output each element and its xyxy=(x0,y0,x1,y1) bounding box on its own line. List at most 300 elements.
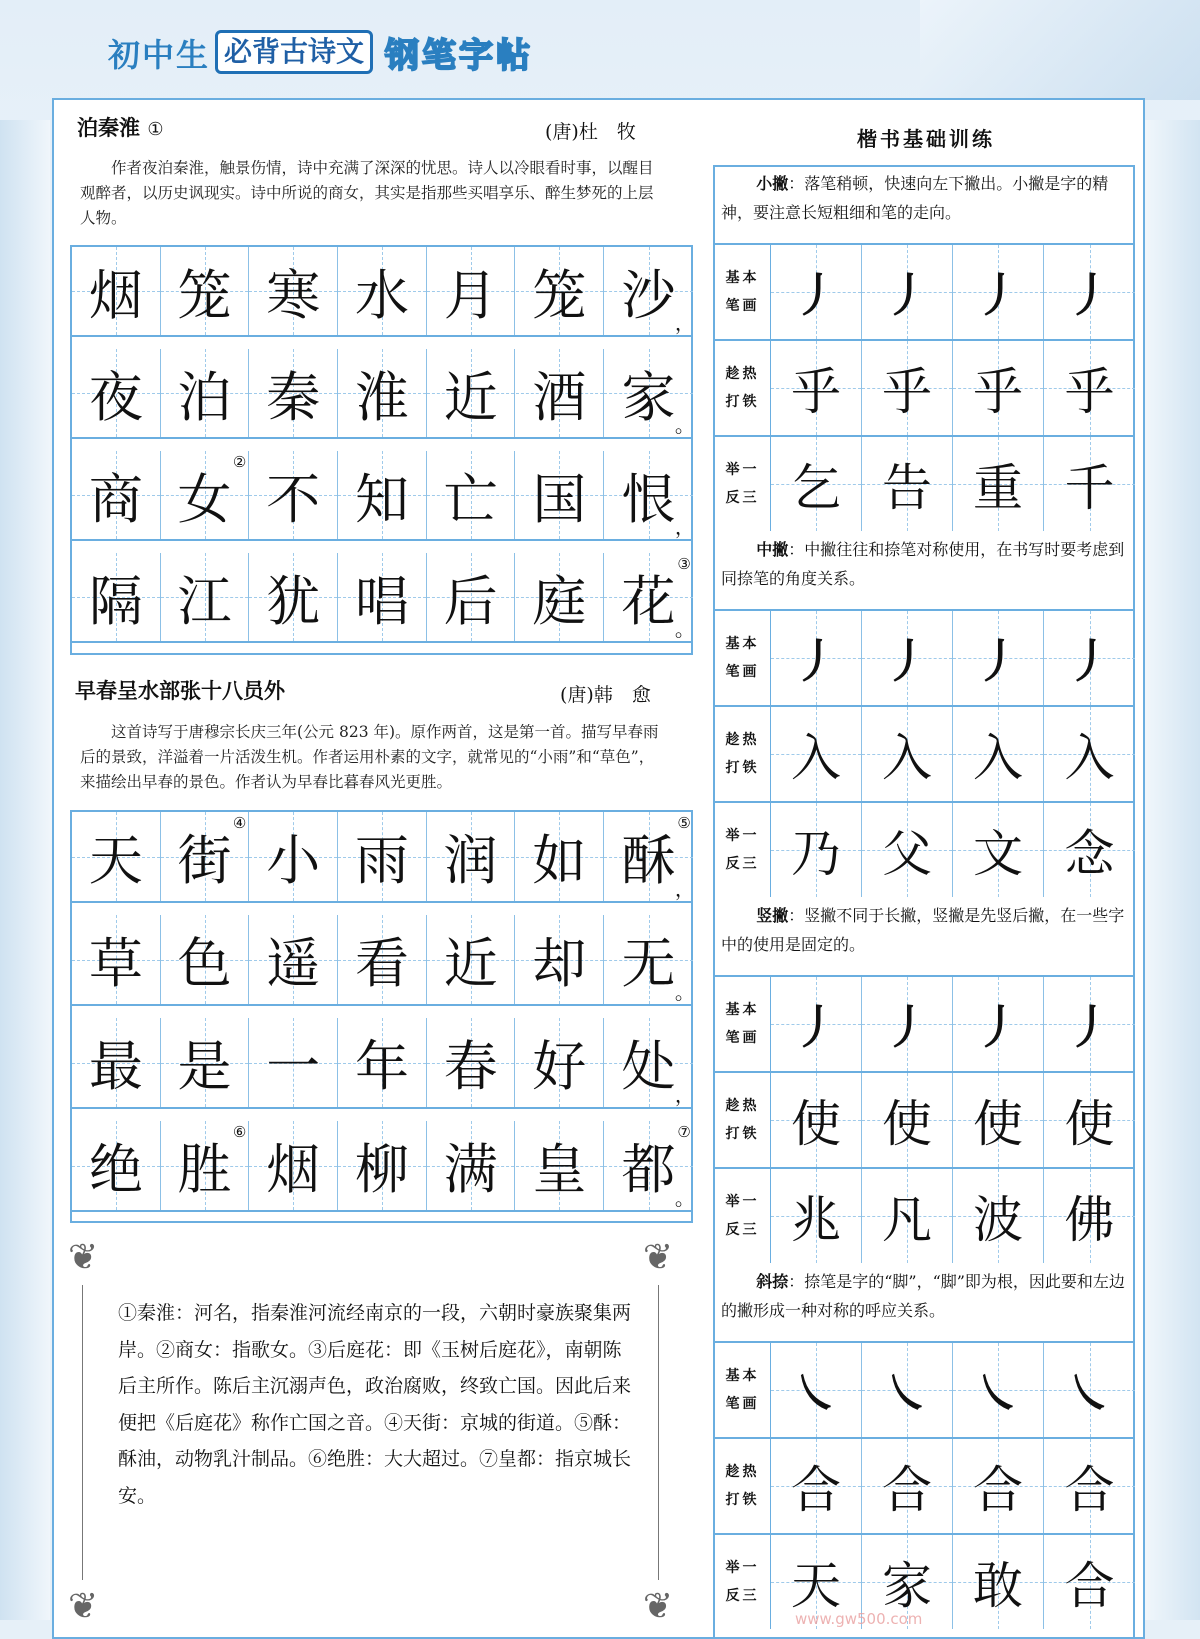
practice-char: 父 xyxy=(882,825,932,883)
practice-char: 波 xyxy=(973,1191,1023,1249)
practice-char: 乎 xyxy=(1064,363,1115,421)
char-cell xyxy=(72,1018,161,1107)
poem-char: 唱 xyxy=(354,569,409,633)
row-label xyxy=(715,245,771,339)
row-label xyxy=(715,1535,771,1629)
stroke-sample: 丿 xyxy=(884,1000,930,1054)
char-cell xyxy=(249,247,338,335)
training-row-basic xyxy=(715,1341,1133,1437)
stroke-sample: ㇏ xyxy=(793,1366,839,1420)
training-row-practice xyxy=(715,705,1133,801)
practice-char: 使 xyxy=(973,1095,1023,1153)
training-section xyxy=(715,899,1133,1265)
training-row-extend xyxy=(715,435,1133,531)
practice-char: 入 xyxy=(882,729,932,787)
practice-cell xyxy=(771,1535,862,1629)
poem-char: 夜 xyxy=(88,365,143,429)
row-label xyxy=(715,1073,771,1167)
char-cell xyxy=(161,553,250,641)
training-section xyxy=(715,1265,1133,1631)
stroke-description: ：中撇往往和捺笔对称使用，在书写时要考虑到同捺笔的角度关系。 xyxy=(721,540,1125,588)
training-row-practice xyxy=(715,1437,1133,1533)
char-cell xyxy=(161,915,250,1004)
row-label xyxy=(715,341,771,435)
right-background-decoration xyxy=(1140,120,1200,1620)
poem-char: 却 xyxy=(532,932,587,995)
char-cell xyxy=(604,451,693,539)
char-cell xyxy=(161,349,250,437)
char-cell xyxy=(72,451,161,539)
poem-char: 沙 xyxy=(621,263,676,327)
poem-char: 女 xyxy=(177,467,232,531)
training-section xyxy=(715,167,1133,533)
poem-char: 恨 xyxy=(621,467,676,531)
char-cell xyxy=(604,247,693,335)
row-label-line: 基本 xyxy=(725,1368,760,1384)
row-label-line: 趁热 xyxy=(725,1464,760,1480)
poem-char: 近 xyxy=(443,932,498,995)
practice-cell xyxy=(1044,977,1135,1071)
practice-char: 合 xyxy=(791,1461,841,1519)
practice-cell xyxy=(953,707,1044,801)
poem-char: 无 xyxy=(621,932,676,995)
row-label-line: 举一 xyxy=(725,828,760,844)
char-cell xyxy=(604,349,693,437)
punctuation: ， xyxy=(674,515,695,539)
poem-char: 年 xyxy=(354,1035,409,1098)
practice-cell xyxy=(862,1439,953,1533)
poem-char: 酥 xyxy=(621,829,676,892)
poem-char: 柳 xyxy=(354,1138,409,1201)
char-cell xyxy=(72,1121,161,1210)
char-cell xyxy=(604,1121,693,1210)
practice-cell xyxy=(862,1535,953,1629)
poem-char: 水 xyxy=(354,263,409,327)
stroke-name: 竖撇 xyxy=(756,906,789,925)
poem-char: 淮 xyxy=(354,365,409,429)
practice-cell xyxy=(953,803,1044,897)
practice-char: 入 xyxy=(1064,729,1115,787)
practice-cell xyxy=(1044,803,1135,897)
ornament-top-left: ❦ xyxy=(68,1237,99,1278)
poem2-intro: 这首诗写于唐穆宗长庆三年(公元 823 年)。原作两首，这是第一首。描写早春雨后的景致，洋溢着一片活泼生机。作者运用朴素的文字，就常见的“小雨”和“草色”，来描绘出早春的景色。作者认为早春比暮春风光更胜。 xyxy=(80,723,659,791)
poem-char: 不 xyxy=(266,467,321,531)
char-cell xyxy=(249,349,338,437)
poem-char: 犹 xyxy=(266,569,321,633)
poem1-intro: 作者夜泊秦淮，触景伤情，诗中充满了深深的忧思。诗人以冷眼看时事，以醒目观醉者，以历史讽现实。诗中所说的商女，其实是指那些买唱享乐、醉生梦死的上层人物。 xyxy=(80,159,654,227)
char-cell xyxy=(427,915,516,1004)
char-cell xyxy=(604,1018,693,1107)
stroke-sample: ㇏ xyxy=(884,1366,930,1420)
char-cell xyxy=(249,915,338,1004)
poem-char: 小 xyxy=(266,829,321,892)
practice-cell xyxy=(953,245,1044,339)
practice-cell xyxy=(771,1343,862,1437)
char-cell xyxy=(161,1121,250,1210)
ornament-bottom-right: ❦ xyxy=(642,1586,673,1627)
char-cell xyxy=(516,915,605,1004)
char-cell xyxy=(338,451,427,539)
practice-cell xyxy=(771,341,862,435)
poem-char: 隔 xyxy=(88,569,143,633)
char-cell xyxy=(516,812,605,901)
poem-char: 满 xyxy=(443,1138,498,1201)
row-label-line: 笔画 xyxy=(725,664,760,680)
char-cell xyxy=(249,812,338,901)
char-cell xyxy=(249,1018,338,1107)
poem-char: 月 xyxy=(443,263,498,327)
char-cell xyxy=(516,247,605,335)
poem-char: 天 xyxy=(88,829,143,892)
char-cell xyxy=(427,812,516,901)
stroke-name: 斜捺 xyxy=(756,1272,789,1291)
note-marker: ② xyxy=(232,453,247,471)
poem-char: 烟 xyxy=(88,263,143,327)
practice-char: 重 xyxy=(973,459,1023,517)
practice-cell xyxy=(953,1535,1044,1629)
punctuation: 。 xyxy=(674,1186,695,1210)
char-cell xyxy=(249,553,338,641)
poem-row xyxy=(72,553,695,643)
row-label-line: 笔画 xyxy=(725,1396,760,1412)
poem-char: 烟 xyxy=(266,1138,321,1201)
row-label-line: 举一 xyxy=(725,1194,760,1210)
char-cell xyxy=(161,812,250,901)
row-label-line: 笔画 xyxy=(725,1030,760,1046)
poem-char: 笼 xyxy=(177,263,232,327)
poem-char: 国 xyxy=(532,467,587,531)
stroke-description: ：捺笔是字的“脚”，“脚”即为根，因此要和左边的撇形成一种对称的呼应关系。 xyxy=(721,1272,1125,1320)
training-row-practice xyxy=(715,1071,1133,1167)
stroke-sample: 丿 xyxy=(975,268,1021,322)
char-cell xyxy=(427,247,516,335)
punctuation: ， xyxy=(674,1083,695,1107)
row-label-line: 反三 xyxy=(725,1588,760,1604)
practice-char: 合 xyxy=(882,1461,932,1519)
row-label xyxy=(715,1439,771,1533)
row-label-line: 举一 xyxy=(725,1560,760,1576)
char-cell xyxy=(338,1018,427,1107)
row-label-line: 基本 xyxy=(725,270,760,286)
ornament-line-left xyxy=(82,1285,83,1580)
practice-cell xyxy=(1044,1343,1135,1437)
poem-char: 江 xyxy=(177,569,232,633)
poem-char: 后 xyxy=(443,569,498,633)
watermark: www.gw500.com xyxy=(795,1610,923,1628)
char-cell xyxy=(161,247,250,335)
poem-char: 草 xyxy=(88,932,143,995)
row-label xyxy=(715,437,771,531)
char-cell xyxy=(516,451,605,539)
char-cell xyxy=(427,1121,516,1210)
poem1-title: 泊秦淮 ① xyxy=(77,116,164,140)
poem-char: 家 xyxy=(621,365,676,429)
poem-char: 近 xyxy=(443,365,498,429)
stroke-description: ：竖撇不同于长撇，竖撇是先竖后撇，在一些字中的使用是固定的。 xyxy=(721,906,1125,954)
practice-cell xyxy=(1044,611,1135,705)
char-cell xyxy=(427,349,516,437)
row-label-line: 趁热 xyxy=(725,1098,760,1114)
stroke-sample: 丿 xyxy=(884,268,930,322)
punctuation: 。 xyxy=(674,980,695,1004)
char-cell xyxy=(249,451,338,539)
poem-char: 酒 xyxy=(532,365,587,429)
stroke-sample: 丿 xyxy=(975,1000,1021,1054)
char-cell xyxy=(604,812,693,901)
char-cell xyxy=(338,812,427,901)
practice-cell xyxy=(771,611,862,705)
poem-row xyxy=(72,1121,695,1212)
practice-char: 乞 xyxy=(791,459,841,517)
char-cell xyxy=(516,349,605,437)
poem-char: 胜 xyxy=(177,1138,232,1201)
char-cell xyxy=(338,1121,427,1210)
char-cell xyxy=(161,1018,250,1107)
header-title: 钢笔字帖 xyxy=(385,36,533,76)
poem-char: 处 xyxy=(621,1035,676,1098)
char-cell xyxy=(249,1121,338,1210)
poem-row xyxy=(72,349,695,439)
note-marker: ④ xyxy=(232,814,247,832)
poem-char: 都 xyxy=(621,1138,676,1201)
row-label xyxy=(715,611,771,705)
row-label-line: 打铁 xyxy=(725,394,760,410)
training-row-extend xyxy=(715,1167,1133,1263)
practice-char: 入 xyxy=(791,729,841,787)
section-description xyxy=(721,535,1127,593)
punctuation: ， xyxy=(674,311,695,335)
poem-char: 皇 xyxy=(532,1138,587,1201)
note-marker: ③ xyxy=(677,555,691,573)
practice-cell xyxy=(1044,1535,1135,1629)
poem-char: 最 xyxy=(88,1035,143,1098)
practice-cell xyxy=(862,1169,953,1263)
annotation-text: ①秦淮：河名，指秦淮河流经南京的一段，六朝时豪族聚集两岸。②商女：指歌女。③后庭花：即《玉树后庭花》，南朝陈后主所作。陈后主沉溺声色，政治腐败，终致亡国。因此后来便把《后庭花》称作亡国之音。④天街：京城的街道。⑤酥：酥油，动物乳汁制品。⑥绝胜：大大超过。⑦皇都：指京城长安。 xyxy=(118,1302,632,1507)
stroke-sample: ㇏ xyxy=(975,1366,1021,1420)
poem-char: 街 xyxy=(177,829,232,892)
practice-char: 使 xyxy=(791,1095,841,1153)
practice-char: 乎 xyxy=(791,363,841,421)
practice-cell xyxy=(1044,437,1135,531)
header-series: 必背古诗文 xyxy=(215,30,373,74)
page-header xyxy=(0,0,1200,100)
poem-char: 知 xyxy=(354,467,409,531)
char-cell xyxy=(72,812,161,901)
practice-cell xyxy=(771,803,862,897)
row-label-line: 反三 xyxy=(725,490,760,506)
practice-char: 凡 xyxy=(882,1191,932,1249)
practice-cell xyxy=(1044,245,1135,339)
poem-char: 绝 xyxy=(88,1138,143,1201)
ornament-line-right xyxy=(658,1285,659,1580)
ornament-bottom-left: ❦ xyxy=(68,1586,99,1627)
practice-char: 乎 xyxy=(973,363,1023,421)
practice-cell xyxy=(953,1343,1044,1437)
practice-char: 千 xyxy=(1064,459,1115,517)
practice-char: 使 xyxy=(882,1095,932,1153)
practice-char: 告 xyxy=(882,459,932,517)
practice-char: 使 xyxy=(1064,1095,1115,1153)
practice-cell xyxy=(771,1439,862,1533)
poem-row xyxy=(72,812,695,903)
row-label xyxy=(715,977,771,1071)
section-description xyxy=(721,1267,1127,1325)
annotation-box xyxy=(68,1237,673,1627)
practice-cell xyxy=(953,1439,1044,1533)
practice-char: 佛 xyxy=(1064,1191,1115,1249)
stroke-sample: 丿 xyxy=(1066,268,1113,322)
char-cell xyxy=(338,553,427,641)
row-label-line: 举一 xyxy=(725,462,760,478)
training-row-basic xyxy=(715,975,1133,1071)
section-description xyxy=(721,901,1127,959)
practice-char: 文 xyxy=(973,825,1023,883)
note-marker: ⑤ xyxy=(677,814,691,832)
char-cell xyxy=(338,915,427,1004)
stroke-sample: 丿 xyxy=(793,1000,839,1054)
practice-cell xyxy=(771,707,862,801)
poem-row xyxy=(72,451,695,541)
row-label-line: 趁热 xyxy=(725,366,760,382)
row-label-line: 打铁 xyxy=(725,760,760,776)
stroke-name: 中撇 xyxy=(756,540,789,559)
punctuation: ， xyxy=(674,877,695,901)
stroke-sample: 丿 xyxy=(793,268,839,322)
row-label-line: 笔画 xyxy=(725,298,760,314)
training-title: 楷书基础训练 xyxy=(857,127,995,151)
practice-cell xyxy=(953,341,1044,435)
practice-cell xyxy=(862,245,953,339)
row-label-line: 打铁 xyxy=(725,1126,760,1142)
char-cell xyxy=(72,247,161,335)
ornament-top-right: ❦ xyxy=(642,1237,673,1278)
poem1-grid xyxy=(70,245,693,655)
practice-cell xyxy=(953,437,1044,531)
row-label-line: 趁热 xyxy=(725,732,760,748)
practice-cell xyxy=(953,611,1044,705)
poem-char: 色 xyxy=(177,932,232,995)
practice-cell xyxy=(953,977,1044,1071)
practice-cell xyxy=(771,437,862,531)
row-label-line: 打铁 xyxy=(725,1492,760,1508)
stroke-sample: 丿 xyxy=(793,634,839,688)
practice-cell xyxy=(953,1073,1044,1167)
poem-char: 亡 xyxy=(443,467,498,531)
note-marker: ⑦ xyxy=(677,1123,691,1141)
training-row-extend xyxy=(715,801,1133,897)
row-label xyxy=(715,707,771,801)
stroke-sample: 丿 xyxy=(1066,1000,1113,1054)
practice-cell xyxy=(862,611,953,705)
char-cell xyxy=(427,553,516,641)
practice-cell xyxy=(862,1073,953,1167)
poem-char: 泊 xyxy=(177,365,232,429)
practice-char: 乎 xyxy=(882,363,932,421)
poem2-grid xyxy=(70,810,693,1223)
char-cell xyxy=(72,915,161,1004)
practice-cell xyxy=(1044,341,1135,435)
poem-char: 秦 xyxy=(266,365,321,429)
char-cell xyxy=(72,349,161,437)
practice-char: 敢 xyxy=(973,1557,1023,1615)
poem-char: 看 xyxy=(354,932,409,995)
practice-cell xyxy=(771,977,862,1071)
char-cell xyxy=(72,553,161,641)
training-row-extend xyxy=(715,1533,1133,1629)
poem2-author: (唐)韩 愈 xyxy=(560,684,651,706)
char-cell xyxy=(427,1018,516,1107)
header-grade: 初中生 xyxy=(108,36,211,74)
row-label-line: 反三 xyxy=(725,1222,760,1238)
training-row-basic xyxy=(715,609,1133,705)
poem-row xyxy=(72,1018,695,1109)
section-description xyxy=(721,169,1127,227)
row-label-line: 基本 xyxy=(725,1002,760,1018)
row-label xyxy=(715,1169,771,1263)
practice-cell xyxy=(862,803,953,897)
char-cell xyxy=(604,915,693,1004)
char-cell xyxy=(338,247,427,335)
stroke-description: ：落笔稍顿，快速向左下撇出。小撇是字的精神，要注意长短粗细和笔的走向。 xyxy=(721,174,1109,222)
stroke-sample: 丿 xyxy=(884,634,930,688)
practice-cell xyxy=(953,1169,1044,1263)
poem-char: 笼 xyxy=(532,263,587,327)
stroke-sample: 丿 xyxy=(1066,634,1113,688)
poem-row xyxy=(72,247,695,337)
char-cell xyxy=(427,451,516,539)
poem1-author: (唐)杜 牧 xyxy=(545,121,636,143)
practice-cell xyxy=(862,977,953,1071)
note-marker: ⑥ xyxy=(232,1123,247,1141)
row-label-line: 反三 xyxy=(725,856,760,872)
poem2-title: 早春呈水部张十八员外 xyxy=(75,679,285,703)
practice-cell xyxy=(1044,1439,1135,1533)
practice-char: 天 xyxy=(791,1557,841,1615)
poem-char: 遥 xyxy=(266,932,321,995)
poem-char: 是 xyxy=(177,1035,232,1098)
training-row-basic xyxy=(715,243,1133,339)
char-cell xyxy=(161,451,250,539)
practice-char: 合 xyxy=(973,1461,1023,1519)
poem-char: 花 xyxy=(621,569,676,633)
practice-cell xyxy=(862,1343,953,1437)
char-cell xyxy=(604,553,693,641)
practice-char: 念 xyxy=(1064,825,1115,883)
header-decoration xyxy=(920,0,1200,100)
char-cell xyxy=(516,1121,605,1210)
practice-cell xyxy=(771,1073,862,1167)
training-panel xyxy=(713,165,1135,1639)
poem-char: 商 xyxy=(88,467,143,531)
practice-cell xyxy=(1044,1073,1135,1167)
poem-char: 庭 xyxy=(532,569,587,633)
stroke-name: 小撇 xyxy=(756,174,789,193)
punctuation: 。 xyxy=(674,617,695,641)
practice-char: 家 xyxy=(882,1557,932,1615)
practice-char: 乃 xyxy=(791,825,841,883)
char-cell xyxy=(338,349,427,437)
practice-cell xyxy=(1044,707,1135,801)
row-label xyxy=(715,1343,771,1437)
stroke-sample: ㇏ xyxy=(1066,1366,1113,1420)
poem-char: 雨 xyxy=(354,829,409,892)
poem-char: 润 xyxy=(443,829,498,892)
poem-char: 寒 xyxy=(266,263,321,327)
training-section xyxy=(715,533,1133,899)
row-label xyxy=(715,803,771,897)
practice-char: 兆 xyxy=(791,1191,841,1249)
practice-char: 合 xyxy=(1064,1461,1115,1519)
